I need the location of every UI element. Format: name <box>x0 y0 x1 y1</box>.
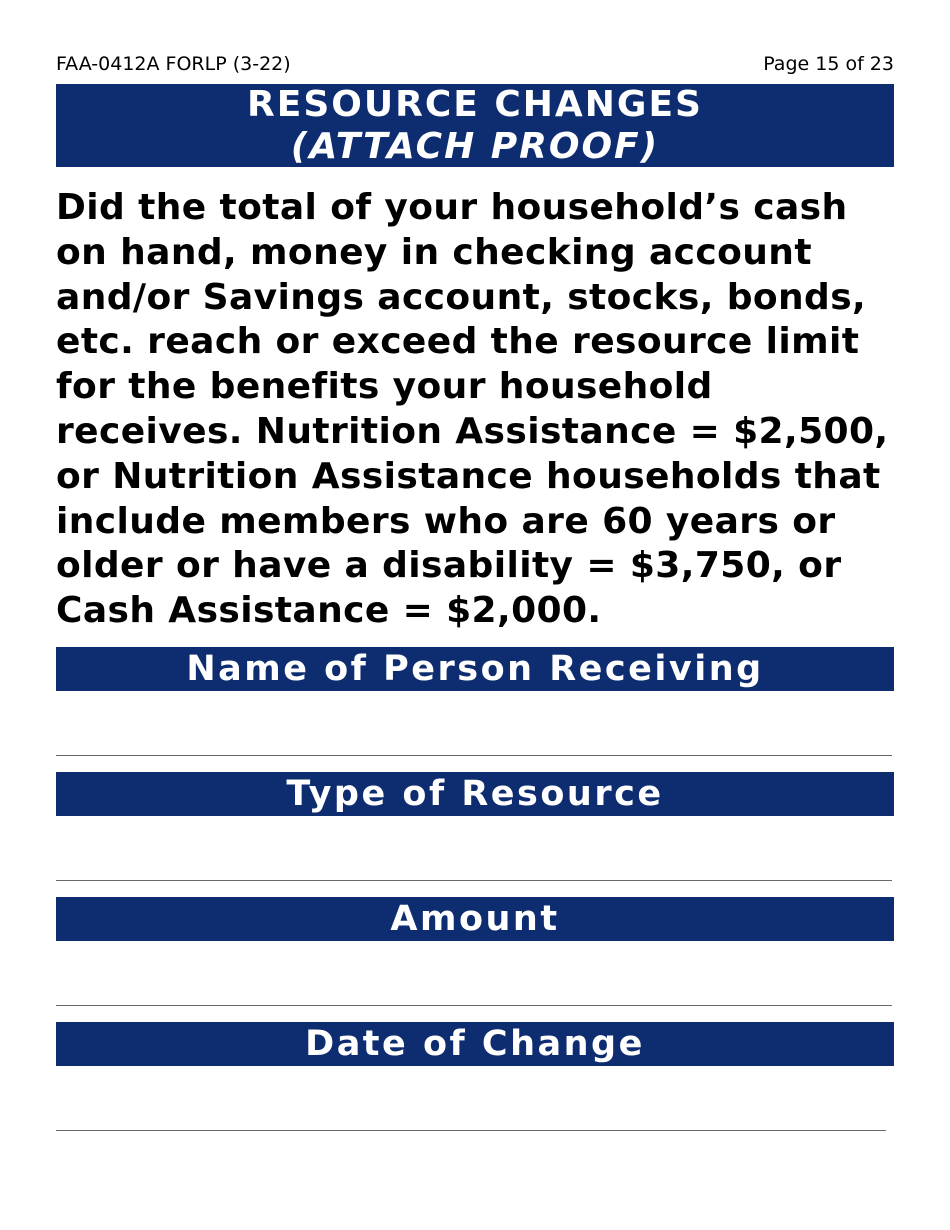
form-id: FAA-0412A FORLP (3-22) <box>56 53 291 75</box>
field-input-date-of-change[interactable] <box>56 1130 886 1131</box>
field-label-date-of-change: Date of Change <box>56 1022 894 1066</box>
field-input-resource-type[interactable] <box>56 880 892 881</box>
field-label-amount: Amount <box>56 897 894 941</box>
section-subtitle: (ATTACH PROOF) <box>290 126 660 167</box>
section-title: RESOURCE CHANGES <box>247 84 703 125</box>
field-input-amount[interactable] <box>56 1005 892 1006</box>
page-number: Page 15 of 23 <box>763 53 894 75</box>
field-label-resource-type: Type of Resource <box>56 772 894 816</box>
question-text: Did the total of your household’s cash on hand, money in checking account and/or Savings account, stocks, bonds, etc. reach or exceed the resource limit for the benefits your household receives. Nutrition Assistance = $2,500, or Nutrition Assistance households that include members who are 60 years or older or have a disability = $3,750, or Cash Assistance = $2,000. <box>56 187 889 632</box>
page-header <box>56 52 894 76</box>
field-label-name: Name of Person Receiving <box>56 647 894 691</box>
field-input-name[interactable] <box>56 755 892 756</box>
section-title-banner <box>56 84 894 167</box>
